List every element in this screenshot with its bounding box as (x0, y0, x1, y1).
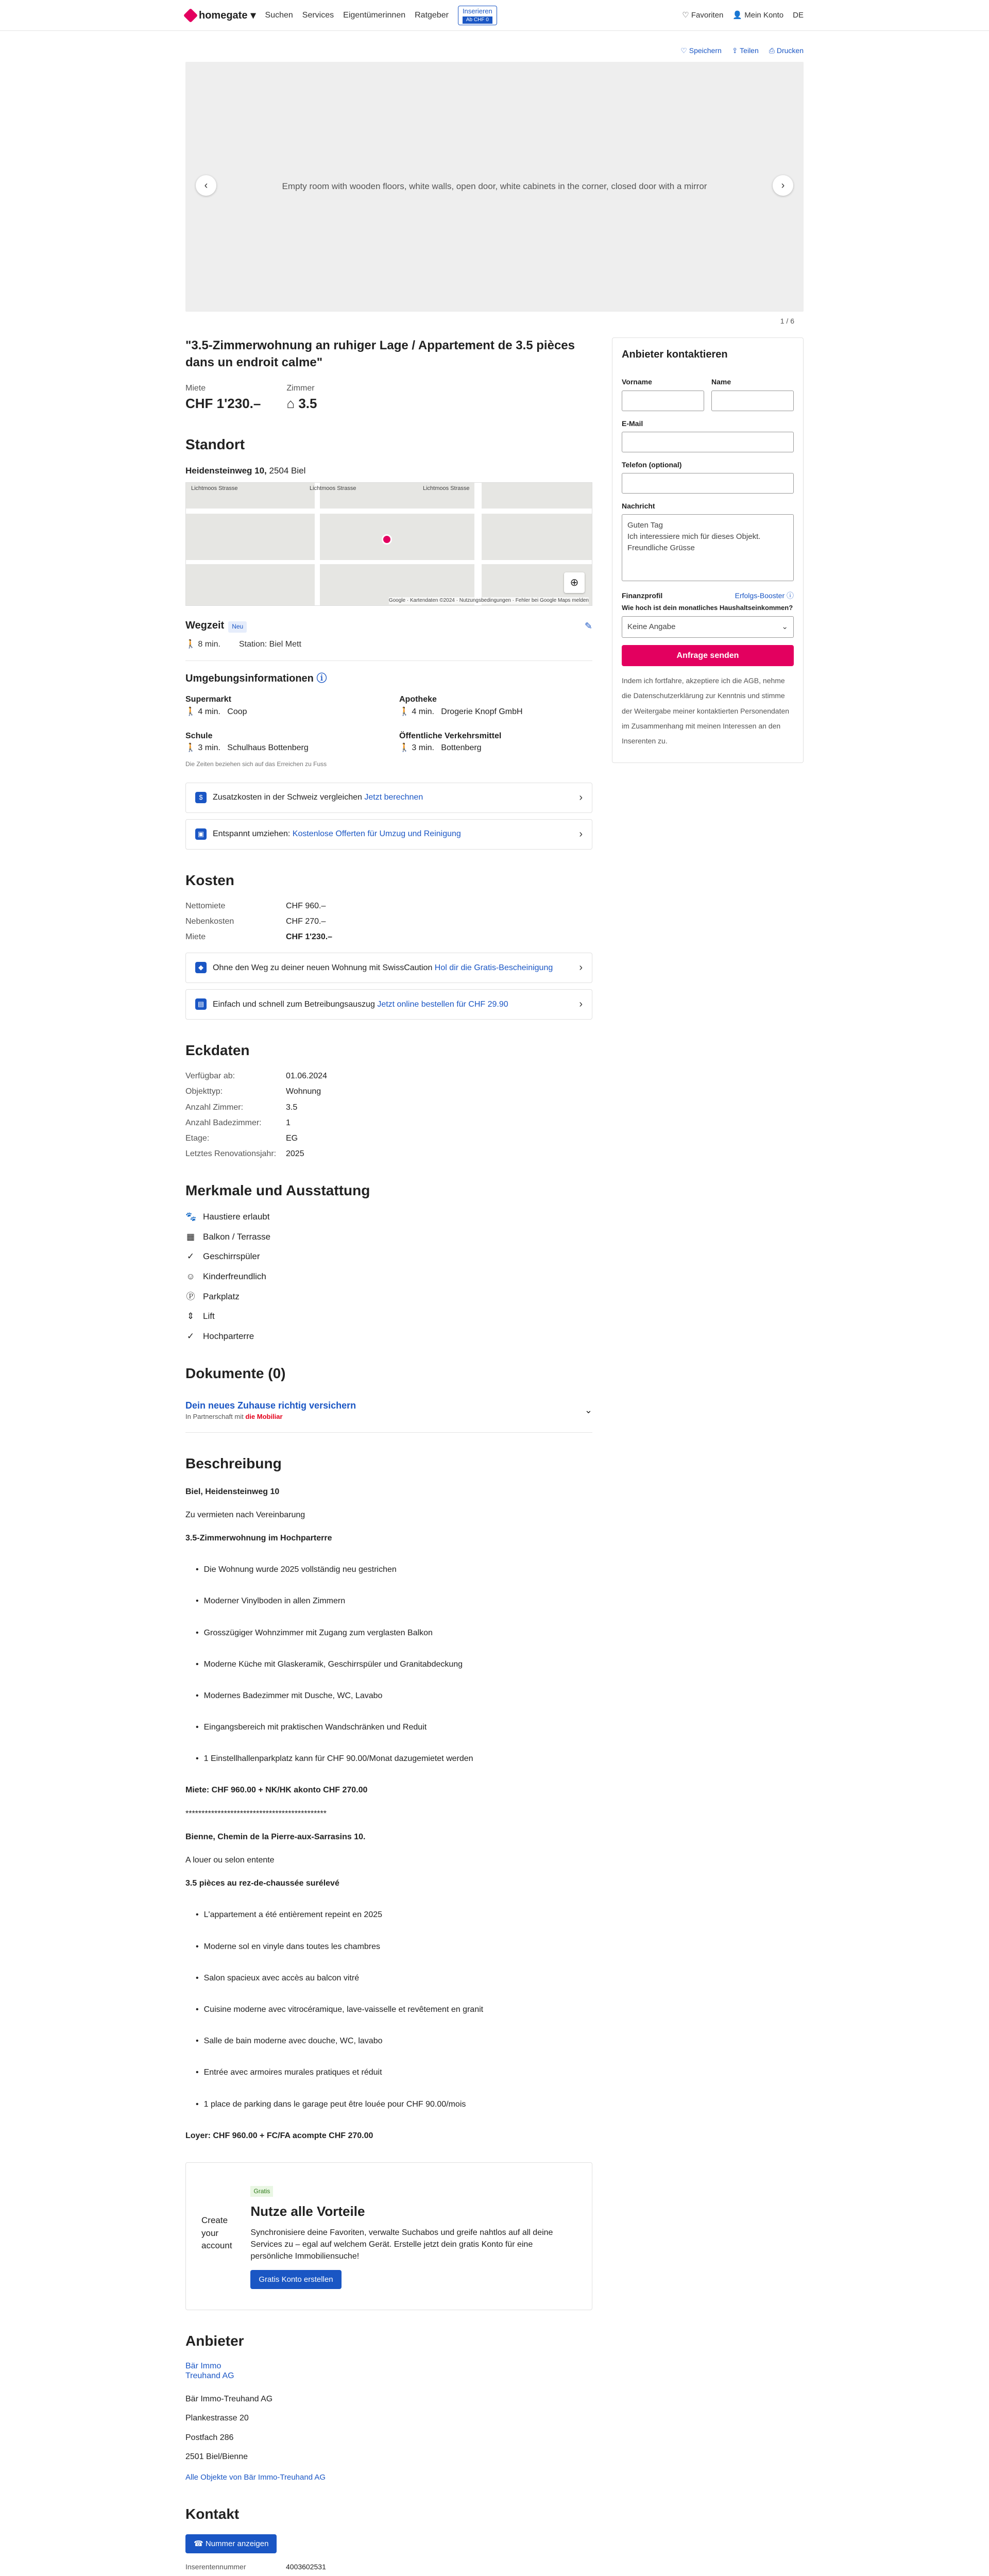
edit-icon[interactable]: ✎ (584, 620, 592, 631)
facts-table: Verfügbar ab: 01.06.2024 Objekttyp: Wohnung Anzahl Zimmer: 3.5 Anzahl Badezimmer: 1 Etage: EG Letztes Renovationsjahr: 2025 (185, 1072, 328, 1159)
description-list-fr (185, 1909, 592, 2110)
description-heading: Beschreibung (185, 1455, 282, 1471)
insert-button[interactable]: Inserieren Ab CHF 0 (458, 6, 497, 25)
elevator-icon: ⇕ (186, 1311, 195, 1321)
promo-zusatzkosten[interactable]: $ Zusatzkosten in der Schweiz vergleichen Jetzt berechnen › (185, 783, 592, 813)
address: Heidensteinweg 10, 2504 Biel (185, 465, 306, 476)
save-button[interactable]: ♡ Speichern (680, 46, 722, 55)
share-button[interactable]: ⇪ Teilen (731, 46, 759, 55)
language-select[interactable]: DE (793, 11, 804, 20)
surroundings-grid (185, 693, 592, 754)
account-cta: Create your account Gratis Nutze alle Vorteile Synchronisiere deine Favoriten, verwalte Suchabos und greife nahtlos auf all deine Services zu – egal auf welchem Gerät. Erstelle jetzt dein gratis Konto für eine persönliche Immobiliensuche! Gratis Konto erstellen (185, 2162, 592, 2310)
first-name-field[interactable] (622, 391, 704, 411)
gallery-image-alt: Empty room with wooden floors, white walls, open door, white cabinets in the corner, closed door with a mirror (282, 181, 707, 192)
account-link[interactable]: 👤 Mein Konto (732, 11, 784, 20)
info-icon: ⓘ (316, 673, 327, 685)
location-map[interactable]: Lichtmoos Strasse Lichtmoos Strasse Lichtmoos Strasse ⊕ Google · Kartendaten ©2024 · Nutzungsbedingungen · Fehler bei Google Maps melden (185, 482, 592, 606)
parking-icon: Ⓟ (186, 1291, 195, 1301)
way-heading: Wegzeit Neu (185, 618, 247, 633)
list-item: • Eingangsbereich mit praktischen Wandschränken und Reduit (196, 1721, 592, 1733)
surrounding-item: Öffentliche Verkehrsmittel 🚶 3 min. Bottenberg (399, 731, 502, 752)
legal-text: Indem ich fortfahre, akzeptiere ich die AGB, nehme die Datenschutzerklärung zur Kenntnis und stimme der Weitergabe meiner kontaktierten Personendaten im Zusammenhang mit meinen Interessen an den Inserenten zu. (622, 676, 790, 745)
chevron-right-icon: › (579, 828, 583, 840)
listing-title: "3.5-Zimmerwohnung an ruhiger Lage / Appartement de 3.5 pièces dans un endroit calme" (185, 338, 575, 369)
list-item: • Grosszügiger Wohnzimmer mit Zugang zum verglasten Balkon (196, 1627, 592, 1639)
map-attribution: Google · Kartendaten ©2024 · Nutzungsbedingungen · Fehler bei Google Maps melden (389, 597, 589, 605)
map-zoom-button[interactable] (564, 572, 585, 593)
create-account-button[interactable]: Gratis Konto erstellen (250, 2270, 341, 2290)
last-name-field[interactable] (711, 391, 794, 411)
features-heading: Merkmale und Ausstattung (185, 1182, 370, 1199)
promo-betreibung[interactable]: ▤ Einfach und schnell zum Betreibungsauszug Jetzt online bestellen für CHF 29.90 › (185, 989, 592, 1020)
feature-item: Ⓟ Parkplatz (185, 1291, 592, 1303)
way-time-row: 🚶 8 min. Station: Biel Mett (185, 638, 592, 661)
sidebar (612, 337, 804, 2576)
promo-umzug[interactable]: ▣ Entspannt umziehen: Kostenlose Offerten für Umzug und Reinigung › (185, 819, 592, 850)
list-item: • Entrée avec armoires murales pratiques et réduit (196, 2066, 592, 2078)
list-item: • Moderne sol en vinyle dans toutes les chambres (196, 1941, 592, 1953)
mobiliar-logo: die Mobiliar (245, 1413, 283, 1421)
reference-table: Inserentennummer 4003602531 (185, 2563, 326, 2571)
info-icon: ⓘ (787, 591, 794, 600)
description-list-de (185, 1564, 592, 1765)
check-icon: ✓ (186, 1251, 195, 1262)
list-item: • Salon spacieux avec accès au balcon vitré (196, 1972, 592, 1984)
walk-icon: 🚶 (185, 707, 196, 716)
costs-heading: Kosten (185, 872, 234, 888)
list-item: • Modernes Badezimmer mit Dusche, WC, Lavabo (196, 1690, 592, 1702)
favorites-link[interactable]: ♡ Favoriten (682, 11, 724, 20)
promo-swisscaution[interactable]: ◆ Ohne den Weg zu deiner neuen Wohnung mit SwissCaution Hol dir die Gratis-Bescheinigung › (185, 953, 592, 983)
shield-icon: ◆ (195, 962, 207, 973)
facts-heading: Eckdaten (185, 1042, 250, 1058)
print-button[interactable]: ⎙ Drucken (769, 46, 804, 55)
surrounding-item: Supermarkt 🚶 4 min. Coop (185, 695, 247, 716)
advertiser-block: Bär Immo Treuhand AG Bär Immo-Treuhand AG Plankestrasse 20 Postfach 286 2501 Biel/Bienne Alle Objekte von Bär Immo-Treuhand AG (185, 2361, 592, 2483)
email-field[interactable] (622, 432, 794, 452)
logo-mark-icon (183, 8, 198, 23)
site-header (0, 0, 989, 31)
message-field[interactable]: Guten Tag Ich interessiere mich für dieses Objekt. Freundliche Grüsse (622, 514, 794, 581)
rooms-fact: Zimmer ⌂ 3.5 (286, 384, 317, 412)
advertiser-heading: Anbieter (185, 2333, 244, 2349)
income-select[interactable]: Keine Angabe ⌄ (622, 616, 794, 638)
contact-form: Anbieter kontaktieren Vorname Name E-Mail Telefon (optional) Nachricht Guten Tag Ich interessiere mich für dieses Objekt. Freundliche Grüsse Finanzprofil Erfolgs-Booster ⓘ Wie hoch ist dein monatliches Haushaltseinkommen? Keine Angabe ⌄ Anfrage senden Indem ich fortfahre, akzeptiere ich die AGB, nehme die Datenschutzerklärung zur Kenntnis und stimme der Weitergabe meiner kontaktierten Personendaten im Zusammenhang mit meinen Interessen an den Inserenten zu. (612, 337, 804, 762)
chevron-right-icon: › (579, 791, 583, 803)
nav-services[interactable]: Services (302, 11, 334, 20)
chevron-right-icon: › (579, 961, 583, 973)
free-badge: Gratis (250, 2186, 273, 2197)
child-icon: ☺ (186, 1271, 195, 1281)
calculator-icon: $ (195, 792, 207, 803)
feature-item: ✓ Hochparterre (185, 1330, 592, 1343)
listing-actions (185, 31, 804, 62)
nav-ratgeber[interactable]: Ratgeber (415, 11, 449, 20)
list-item: • Moderne Küche mit Glaskeramik, Geschirrspüler und Granitabdeckung (196, 1658, 592, 1670)
phone-icon: ☎ (194, 2539, 203, 2548)
walk-icon: 🚶 (185, 743, 196, 752)
truck-icon: ▣ (195, 828, 207, 840)
chevron-right-icon: › (579, 998, 583, 1010)
listing-main (185, 337, 592, 2576)
document-icon: ▤ (195, 998, 207, 1010)
description-body: Biel, Heidensteinweg 10 Zu vermieten nach Vereinbarung 3.5-Zimmerwohnung im Hochparterre • Die Wohnung wurde 2025 vollständig neu gestrichen • Moderner Vinylboden in allen Zimmern • Grosszügiger Wohnzimmer mit Zugang zum verglasten Balkon • Moderne Küche mit Glaskeramik, Geschirrspüler und Granitabdeckung • Modernes Badezimmer mit Dusche, WC, Lavabo • Eingangsbereich mit praktischen Wandschränken und Reduit • 1 Einstellhallenparkplatz kann für CHF 90.00/Monat dazugemietet werden Miete: CHF 960.00 + NK/HK akonto CHF 270.00 ******************************************** Bienne, Chemin de la Pierre-aux-Sarrasins 10. A louer ou selon entente 3.5 pièces au rez-de-chaussée surélevé • L'appartement a été entièrement repeint en 2025 • Moderne sol en vinyle dans toutes les chambres • Salon spacieux avec accès au balcon vitré • Cuisine moderne avec vitrocéramique, lave-vaisselle et revêtement en granit • Salle de bain moderne avec douche, WC, lavabo • Entrée avec armoires murales pratiques et réduit • 1 place de parking dans le garage peut être louée pour CHF 90.00/mois Loyer: CHF 960.00 + FC/FA acompte CHF 270.00 (185, 1486, 592, 2142)
user-icon: 👤 (732, 11, 743, 20)
location-heading: Standort (185, 436, 245, 452)
house-icon: ⌂ (286, 396, 295, 412)
list-item: • 1 Einstellhallenparkplatz kann für CHF 90.00/Monat dazugemietet werden (196, 1753, 592, 1765)
booster-link[interactable]: Erfolgs-Booster (735, 591, 785, 600)
phone-field[interactable] (622, 473, 794, 494)
feature-item: ☺ Kinderfreundlich (185, 1270, 592, 1283)
surroundings-heading: Umgebungsinformationen ⓘ (185, 673, 327, 685)
list-item: • Die Wohnung wurde 2025 vollständig neu gestrichen (196, 1564, 592, 1575)
image-gallery[interactable] (185, 62, 804, 325)
costs-table: Nettomiete CHF 960.– Nebenkosten CHF 270.– Miete CHF 1'230.– (185, 902, 333, 942)
chevron-down-icon: ⌄ (584, 1405, 592, 1416)
walk-icon: 🚶 (399, 743, 410, 752)
advertiser-all-link[interactable]: Alle Objekte von Bär Immo-Treuhand AG (185, 2473, 326, 2482)
surroundings-note: Die Zeiten beziehen sich auf das Erreichen zu Fuss (185, 760, 327, 768)
list-item: • Salle de bain moderne avec douche, WC, lavabo (196, 2035, 592, 2047)
insurance-promo[interactable]: Dein neues Zuhause richtig versichern In Partnerschaft mit die Mobiliar ⌄ (185, 1394, 592, 1433)
surrounding-item: Apotheke 🚶 4 min. Drogerie Knopf GmbH (399, 695, 523, 716)
paw-icon: 🐾 (185, 1211, 197, 1222)
feature-item: 🐾 Haustiere erlaubt (185, 1211, 592, 1224)
chevron-right-icon: › (781, 179, 785, 191)
prev-image-button[interactable] (196, 175, 216, 196)
walk-icon: 🚶 (399, 707, 410, 716)
list-item: • L'appartement a été entièrement repeint en 2025 (196, 1909, 592, 1921)
nav-suchen[interactable]: Suchen (265, 11, 293, 20)
nav-eigentuemer[interactable]: Eigentümerinnen (343, 11, 406, 20)
chevron-down-icon: ⌄ (781, 622, 788, 631)
zoom-icon: ⊕ (570, 577, 579, 588)
documents-heading: Dokumente (0) (185, 1365, 286, 1382)
chevron-left-icon: ‹ (204, 179, 208, 191)
features-list (185, 1211, 592, 1343)
list-item: • Moderner Vinylboden in allen Zimmern (196, 1595, 592, 1607)
list-item: • Cuisine moderne avec vitrocéramique, lave-vaisselle et revêtement en granit (196, 2004, 592, 2015)
new-badge: Neu (228, 621, 247, 632)
image-counter: 1 / 6 (780, 317, 794, 325)
contact-heading: Kontakt (185, 2506, 240, 2522)
list-item: • 1 place de parking dans le garage peut être louée pour CHF 90.00/mois (196, 2098, 592, 2110)
rent-fact: Miete CHF 1'230.– (185, 384, 261, 412)
main-nav (265, 9, 449, 21)
balcony-icon: ▦ (186, 1231, 195, 1242)
next-image-button[interactable] (773, 175, 793, 196)
send-request-button[interactable]: Anfrage senden (622, 645, 794, 666)
map-pin-icon (382, 534, 392, 545)
walk-icon: 🚶 (185, 640, 196, 649)
show-number-button[interactable]: ☎ Nummer anzeigen (185, 2534, 277, 2554)
advertiser-logo: Bär Immo Treuhand AG (185, 2361, 234, 2381)
homegate-logo[interactable]: homegate ▾ (185, 8, 256, 23)
check-icon: ✓ (186, 1331, 195, 1341)
heart-icon: ♡ (682, 11, 689, 20)
feature-item: ✓ Geschirrspüler (185, 1250, 592, 1263)
surrounding-item: Schule 🚶 3 min. Schulhaus Bottenberg (185, 731, 309, 752)
feature-item: ⇕ Lift (185, 1310, 592, 1323)
feature-item: ▦ Balkon / Terrasse (185, 1231, 592, 1244)
logo-chevron-icon: ▾ (250, 9, 256, 21)
